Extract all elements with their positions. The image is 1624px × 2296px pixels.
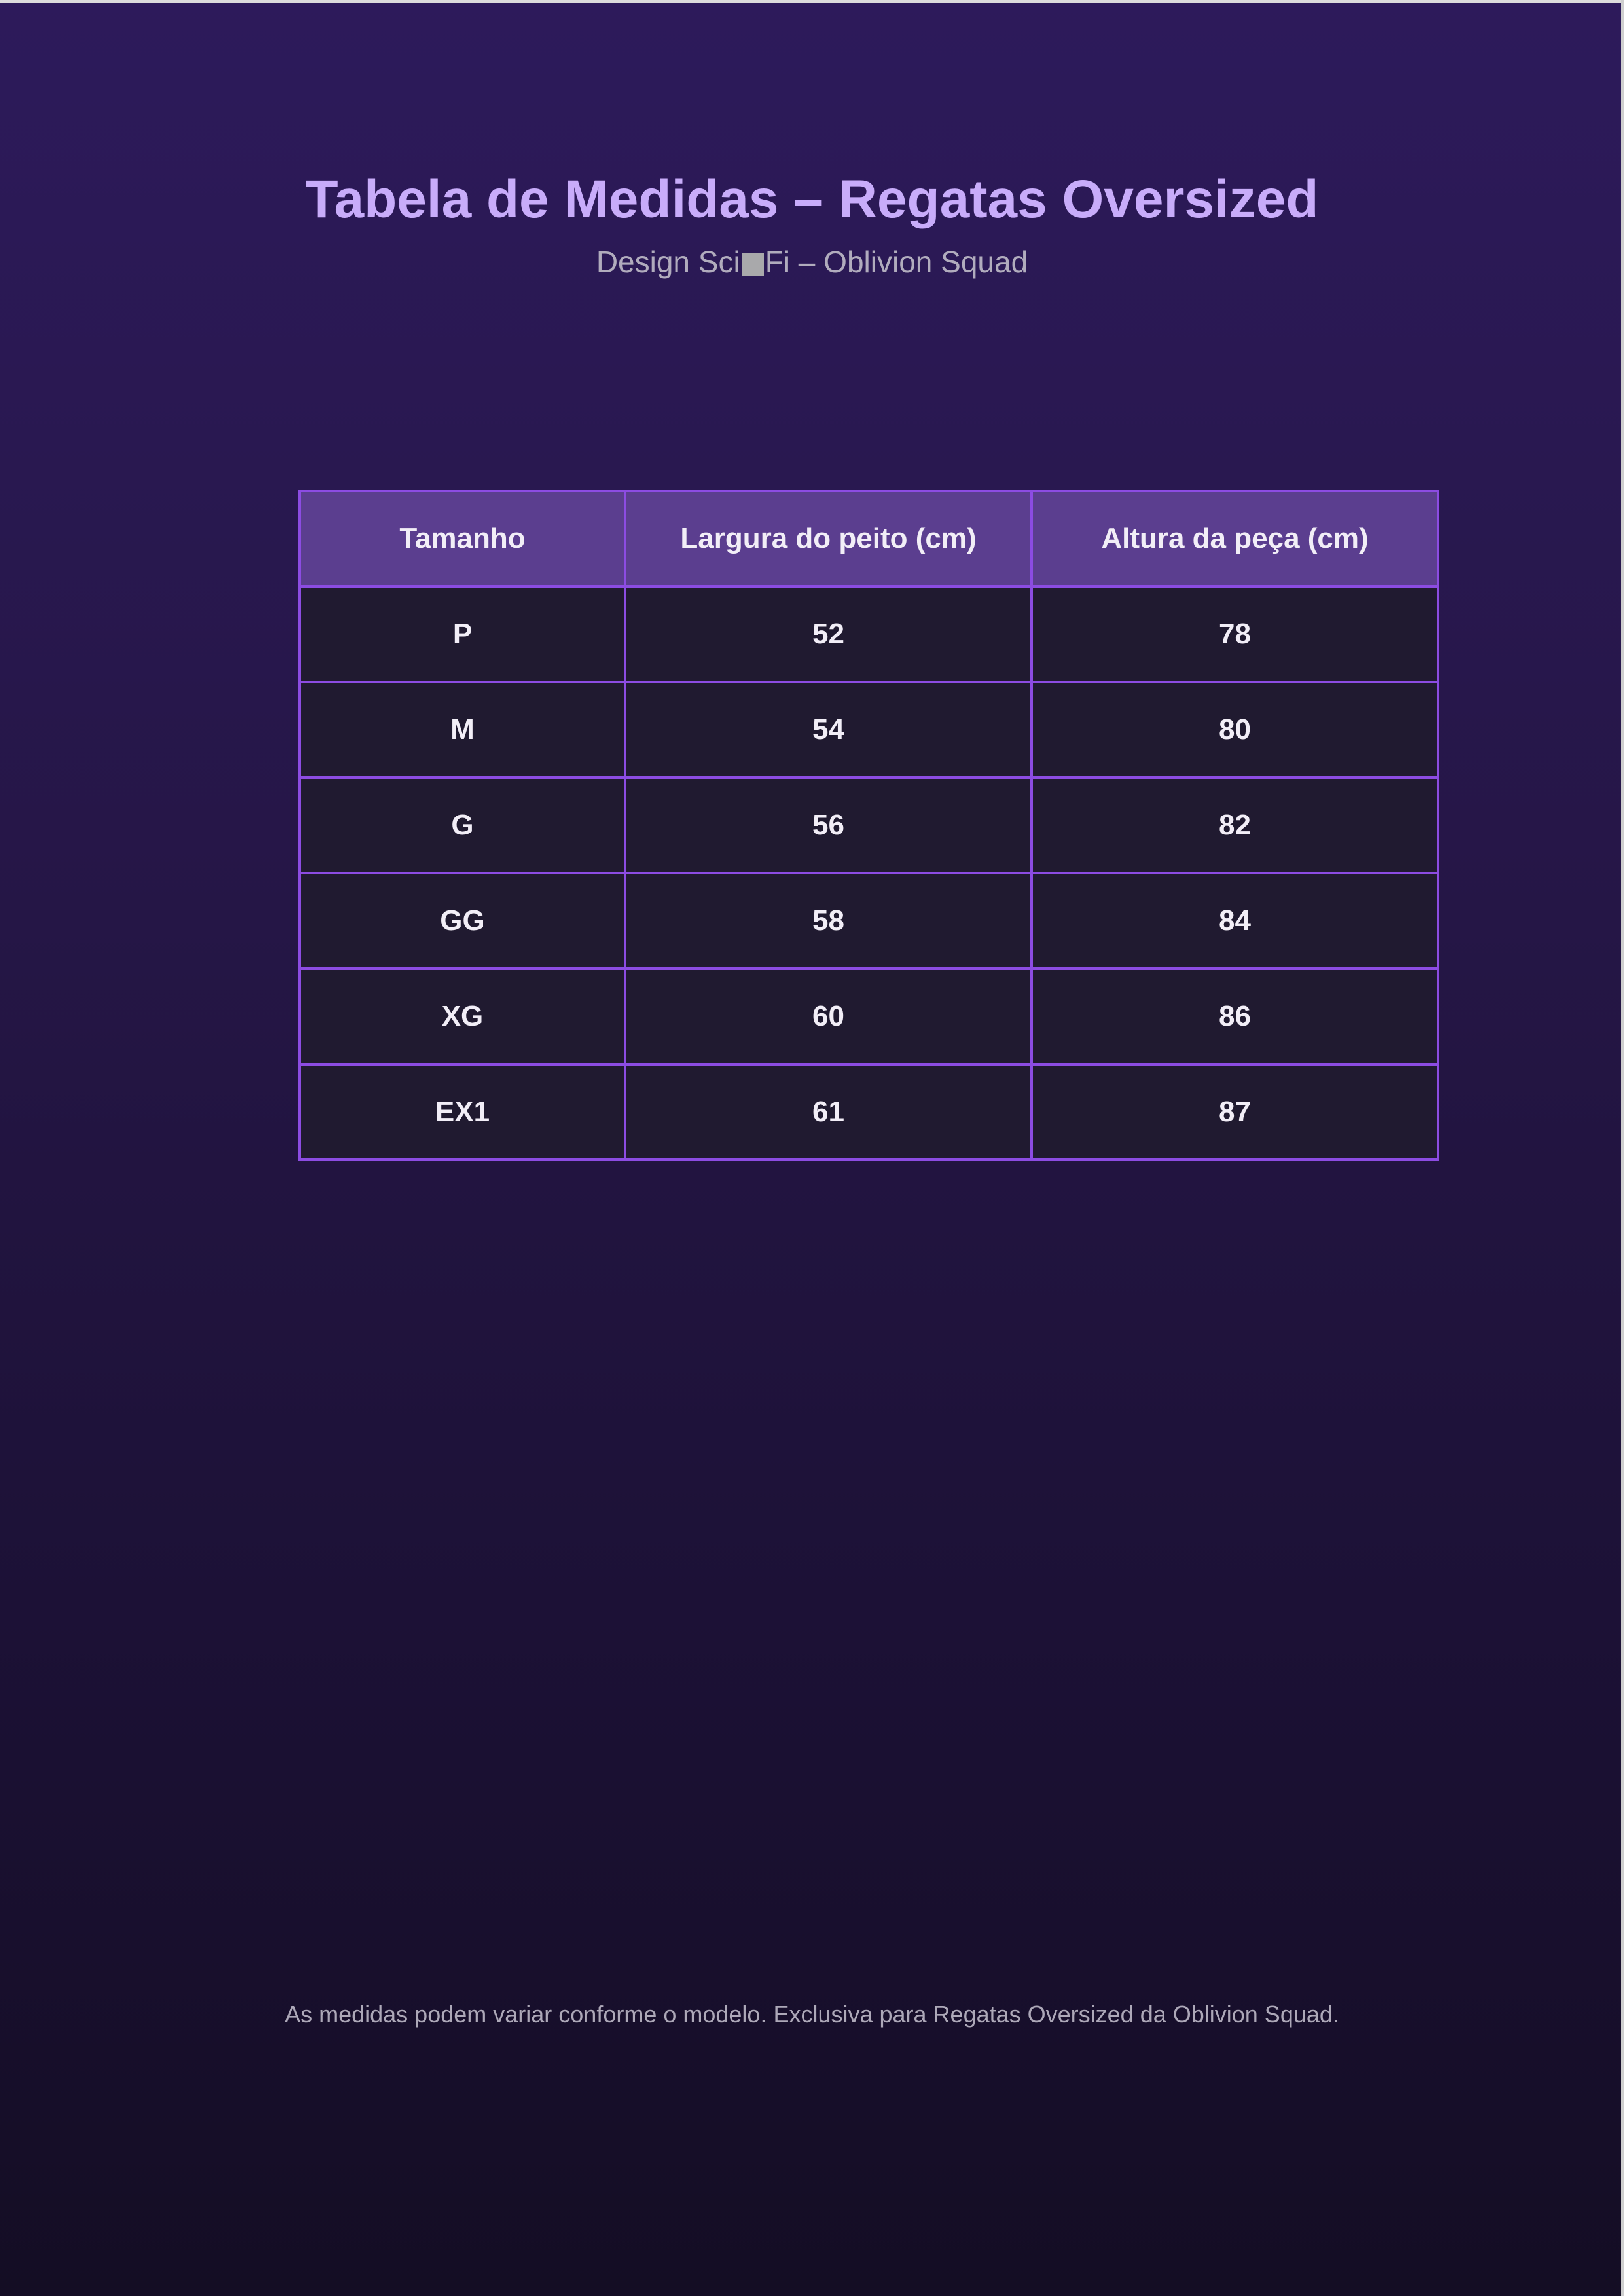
page-top-border — [0, 0, 1624, 3]
cell-size: P — [300, 586, 625, 682]
subtitle-suffix: Fi – Oblivion Squad — [765, 245, 1028, 279]
table-row — [300, 1064, 1438, 1160]
header-garment-length: Altura da peça (cm) — [1032, 491, 1438, 586]
cell-chest-width: 60 — [625, 969, 1032, 1064]
cell-size: M — [300, 682, 625, 778]
cell-garment-length: 82 — [1032, 778, 1438, 873]
cell-chest-width: 58 — [625, 873, 1032, 969]
cell-garment-length: 80 — [1032, 682, 1438, 778]
page-title: Tabela de Medidas – Regatas Oversized — [305, 170, 1319, 229]
cell-garment-length: 87 — [1032, 1064, 1438, 1160]
table-row — [300, 586, 1438, 682]
table-header-row — [300, 491, 1438, 586]
table-row — [300, 969, 1438, 1064]
cell-size: G — [300, 778, 625, 873]
cell-chest-width: 61 — [625, 1064, 1032, 1160]
cell-garment-length: 78 — [1032, 586, 1438, 682]
cell-size: EX1 — [300, 1064, 625, 1160]
cell-garment-length: 84 — [1032, 873, 1438, 969]
header-chest-width: Largura do peito (cm) — [625, 491, 1032, 586]
missing-glyph-icon — [742, 253, 764, 276]
cell-size: XG — [300, 969, 625, 1064]
cell-chest-width: 56 — [625, 778, 1032, 873]
table-row — [300, 873, 1438, 969]
size-chart-table — [298, 490, 1439, 1161]
cell-chest-width: 52 — [625, 586, 1032, 682]
table-row — [300, 682, 1438, 778]
cell-size: GG — [300, 873, 625, 969]
header-size: Tamanho — [300, 491, 625, 586]
page-right-border — [1621, 0, 1624, 2296]
table-row — [300, 778, 1438, 873]
cell-chest-width: 54 — [625, 682, 1032, 778]
subtitle-prefix: Design Sci — [596, 245, 740, 279]
cell-garment-length: 86 — [1032, 969, 1438, 1064]
page-subtitle — [0, 242, 1624, 281]
footer-note: As medidas podem variar conforme o modelo. Exclusiva para Regatas Oversized da Oblivion Squad. — [285, 2001, 1339, 2028]
